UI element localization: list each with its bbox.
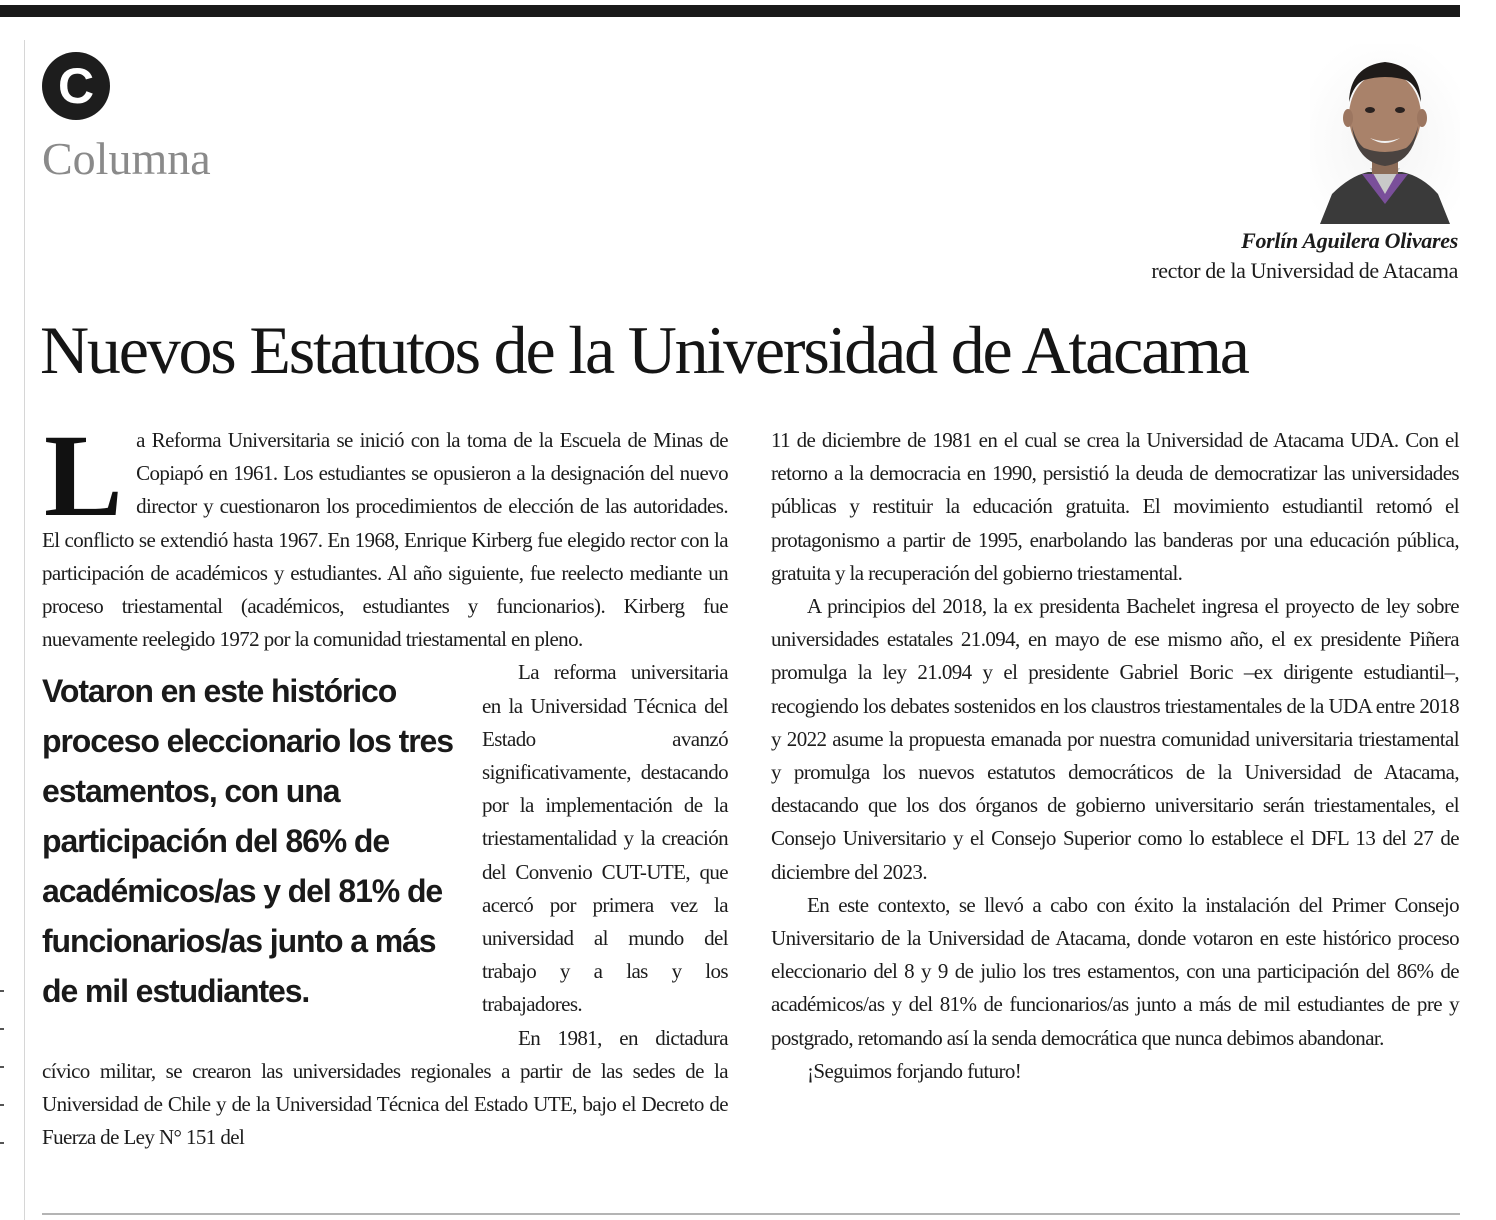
drop-cap: L xyxy=(44,410,123,541)
right-column xyxy=(771,424,1459,1088)
paragraph-7: ¡Seguimos forjando futuro! xyxy=(807,1058,1022,1083)
headline: Nuevos Estatutos de la Universidad de Atacama xyxy=(40,312,1248,388)
paragraph-2: La reforma universitaria en la Universidad Técnica del Estado avanzó significativamente, destacando por la implementación de la triestamentalidad y la creación del Convenio CUT-UTE, que acercó por primera vez la universidad al mundo del trabajo y a las y los trabajadores. xyxy=(482,660,728,1017)
author-role: rector de la Universidad de Atacama xyxy=(1151,258,1458,283)
paragraph-4: 11 de diciembre de 1981 en el cual se crea la Universidad de Atacama UDA. Con el retorno a la democracia en 1990, persistió la deuda de democratizar las universidades públicas y restituir la educación gratuita. El movimiento estudiantil retomó el protagonismo a partir de 1995, enarbolando las banderas por una educación pública, gratuita y la recuperación del gobierno triestamental. xyxy=(771,428,1459,585)
paragraph-5: A principios del 2018, la ex presidenta Bachelet ingresa el proyecto de ley sobre universidades estatales 21.094, en mayo de ese mismo año, el ex presidente Piñera promulga la ley 21.094 y el presidente Gabriel Boric –ex dirigente estudiantil–, recogiendo los debates sostenidos en los claustros triestamentales de la UDA entre 2018 y 2022 asume la propuesta emanada por nuestra comunidad universitaria triestamental y promulga los nuevos estatutos democráticos de la Universidad de Atacama, destacando que los dos órganos de gobierno universitario serán triestamentales, el Consejo Universitario y el Consejo Superior como lo establece el DFL 13 del 27 de diciembre del 2023. xyxy=(771,594,1459,884)
margin-marks xyxy=(0,990,6,1180)
paragraph-6: En este contexto, se llevó a cabo con éxito la instalación del Primer Consejo Universitario de la Universidad de Atacama, donde votaron en este histórico proceso eleccionario del 8 y 9 de julio los tres estamentos, con una participación del 86% de académicos/as y del 81% de funcionarios/as junto a más de mil estudiantes de pre y postgrado, retomando así la senda democrática que nunca debimos abandonar. xyxy=(771,892,1459,1050)
author-byline xyxy=(1151,226,1458,286)
section-badge: C xyxy=(42,52,110,120)
left-column xyxy=(42,410,728,1154)
left-margin-rule xyxy=(24,40,25,1220)
paragraph-3: En 1981, en dictadura cívico militar, se crearon las universidades regionales a partir de las sedes de la Universidad de Chile y de la Universidad Técnica del Estado UTE, bajo el Decreto de Fuerza de Ley N° 151 del xyxy=(42,1025,728,1150)
top-rule xyxy=(0,5,1460,17)
paragraph-1-text: a Reforma Universitaria se inició con la toma de la Escuela de Minas de Copiapó en 1961. Los estudiantes se opusieron a la designación del nuevo director y cuestionaron los procedimientos de elección de las autoridades. El conflicto se extendió hasta 1967. En 1968, Enrique Kirberg fue elegido rector con la participación de académicos y estudiantes. Al año siguiente, fue reelecto mediante un proceso triestamental (académicos, estudiantes y funcionarios). Kirberg fue nuevamente reelegido 1972 por la comunidad triestamental en pleno. xyxy=(42,428,728,652)
bottom-rule xyxy=(42,1213,1460,1215)
pull-quote: Votaron en este histórico proceso eleccionario los tres estamentos, con una participación del 86% de académicos/as y del 81% de funcionarios/as junto a más de mil estudiantes. xyxy=(42,673,453,1010)
author-portrait xyxy=(1310,44,1460,224)
section-label: Columna xyxy=(42,133,211,184)
author-name: Forlín Aguilera Olivares xyxy=(1241,228,1458,253)
paragraph-1 xyxy=(42,410,728,656)
